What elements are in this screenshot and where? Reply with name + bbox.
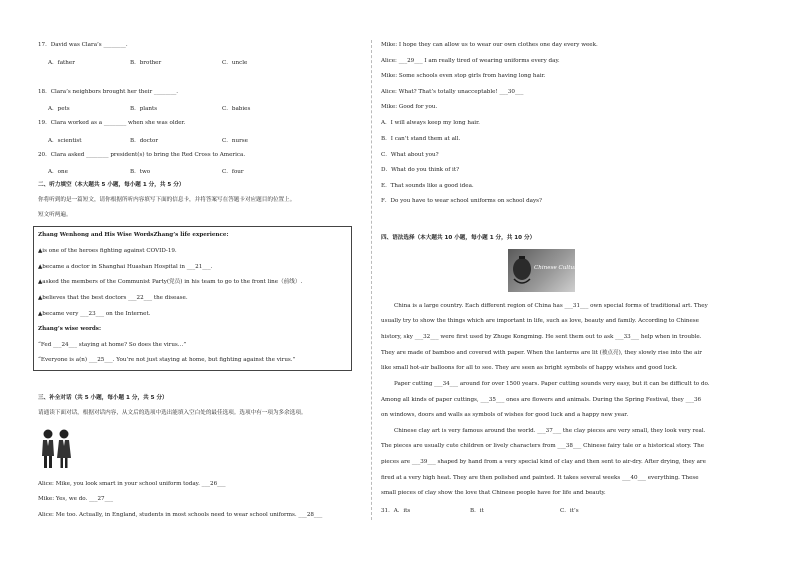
q18-option-b[interactable]: B．plants [130, 106, 158, 112]
chinese-culture-caption: Chinese Culture [534, 265, 581, 271]
dialogue-option-d[interactable]: D．What do you think of it? [381, 167, 460, 173]
dialogue-line: Mike: Some schools even stop girls from having long hair. [381, 73, 546, 79]
dialogue-option-a[interactable]: A．I will always keep my long hair. [381, 120, 480, 126]
passage-line: The pieces are usually cute children or lively characters from ___38___ Chinese fairy tale or a historical story. The [381, 443, 705, 449]
passage-line: pieces are ___39___ shaped by hand from a very special kind of clay and then sent to air-dry. After drying, they are [381, 459, 706, 465]
q31-option-a[interactable]: 31．A．its [381, 508, 411, 514]
section-2-instruction: 你将听到的是一篇短文，请你根据所听内容填写下面的信息卡，并将答案写在答题卡对应题目的位置上。 [38, 197, 296, 203]
q17-option-a[interactable]: A．father [48, 60, 75, 66]
q20-stem: 20．Clara asked ________ president(s) to bring the Red Cross to America. [38, 152, 246, 158]
dialogue-line: Alice: Me too. Actually, in England, students in most schools need to wear school uniforms. ___28___ [38, 512, 323, 518]
info-card-line: ▲asked the members of the Communist Party(党员) in his team to go to the front line（前线）. [38, 279, 303, 285]
q17-option-c[interactable]: C．uncle [222, 60, 248, 66]
dialogue-option-b[interactable]: B．I can’t stand them at all. [381, 136, 461, 142]
q20-option-b[interactable]: B．two [130, 169, 151, 175]
q31-option-c[interactable]: C．it’s [560, 508, 579, 514]
section-3-title: 三、补全对话（共 5 小题，每小题 1 分，共 5 分） [38, 395, 168, 401]
passage-line: usually try to show the things which are important in life, such as love, beauty and family. According to Chinese [381, 318, 699, 324]
wise-words-line: “Everyone is a(n) ___25___. You’re not just staying at home, but fighting against the virus.” [38, 357, 296, 363]
column-divider [371, 40, 372, 520]
q18-option-a[interactable]: A．pets [48, 106, 70, 112]
q31-option-b[interactable]: B．it [470, 508, 484, 514]
passage-line: They are made of bamboo and covered with paper. When the lanterns are lit (被点亮), they slowly rise into the air [381, 350, 702, 356]
q17-option-b[interactable]: B．brother [130, 60, 162, 66]
dialogue-line: Alice: What? That’s totally unacceptable! ___30___ [381, 89, 524, 95]
info-card-line: ▲is one of the heroes fighting against COVID-19. [38, 248, 177, 254]
students-illustration [38, 428, 74, 470]
dialogue-option-c[interactable]: C．What about you? [381, 152, 439, 158]
info-card-line: ▲became very ___23___ on the Internet. [38, 311, 151, 317]
dialogue-option-e[interactable]: E．That sounds like a good idea. [381, 183, 474, 189]
section-4-title: 四、语法选择（本大题共 10 小题，每小题 1 分，共 10 分） [381, 235, 536, 241]
wise-words-title: Zhang’s wise words: [38, 326, 102, 332]
passage-line: Among all kinds of paper cuttings, ___35___ ones are flowers and animals. During the Spring Festival, they ___36 [381, 397, 702, 403]
q19-option-c[interactable]: C．nurse [222, 138, 248, 144]
dialogue-line: Mike: Yes, we do. ___27___ [38, 496, 114, 502]
dialogue-line: Alice: ___29___ I am really tired of wearing uniforms every day. [381, 58, 560, 64]
passage-line: fired at a very high heat. They are then polished and painted. It takes several weeks ___40___ everything. These [381, 475, 699, 481]
info-card-line: ▲believes that the best doctors ___22___ the disease. [38, 295, 188, 301]
dialogue-line: Mike: I hope they can allow us to wear our own clothes one day every week. [381, 42, 598, 48]
dialogue-option-f[interactable]: F．Do you have to wear school uniforms on school days? [381, 198, 543, 204]
q19-option-b[interactable]: B．doctor [130, 138, 159, 144]
wise-words-line: “Fed ___24___ staying at home? So does the virus…” [38, 342, 187, 348]
q19-option-a[interactable]: A．scientist [48, 138, 82, 144]
chinese-culture-image [508, 249, 581, 292]
q19-stem: 19．Clara worked as a ________ when she was older. [38, 120, 186, 126]
passage-line: China is a large country. Each different region of China has ___31___ own special forms of traditional art. They [394, 303, 708, 309]
passage-line: history, sky ___32___ were first used by Zhuge Kongming. He sent them out to ask ___33___ help when in trouble. [381, 334, 702, 340]
info-card-title: Zhang Wenhong and His Wise WordsZhang’s life experience: [38, 232, 229, 238]
passage-line: small pieces of clay show the love that Chinese people have for life and beauty. [381, 490, 606, 496]
passage-line: on windows, doors and walls as symbols of wishes for good luck and a happy new year. [381, 412, 629, 418]
info-card-line: ▲became a doctor in Shanghai Huashan Hospital in ___21___. [38, 264, 213, 270]
q18-option-c[interactable]: C．babies [222, 106, 251, 112]
q20-option-a[interactable]: A．one [48, 169, 68, 175]
section-2-title: 二、听力填空（本大题共 5 小题，每小题 1 分，共 5 分） [38, 182, 185, 188]
section-3-instruction: 请通读下面对话，根据对话内容，从文后的选项中选出能填入空白处的最佳选项。选项中有一项为多余选项。 [38, 410, 307, 416]
q17-stem: 17．David was Clara’s ________. [38, 42, 128, 48]
passage-line: Paper cutting ___34___ around for over 1500 years. Paper cutting sounds very easy, but it can be difficult to do. [394, 381, 710, 387]
q20-option-c[interactable]: C．four [222, 169, 244, 175]
passage-line: Chinese clay art is very famous around the world. ___37___ the clay pieces are very small, they look very real. [394, 428, 706, 434]
dialogue-line: Alice: Mike, you look smart in your school uniform today. ___26___ [38, 481, 226, 487]
q18-stem: 18．Clara’s neighbors brought her their ________. [38, 89, 179, 95]
dialogue-line: Mike: Good for you. [381, 104, 438, 110]
passage-line: like small hot-air balloons for all to see. They are seen as bright symbols of happy wishes and good luck. [381, 365, 678, 371]
section-2-instruction-2: 短文听两遍。 [38, 212, 72, 218]
